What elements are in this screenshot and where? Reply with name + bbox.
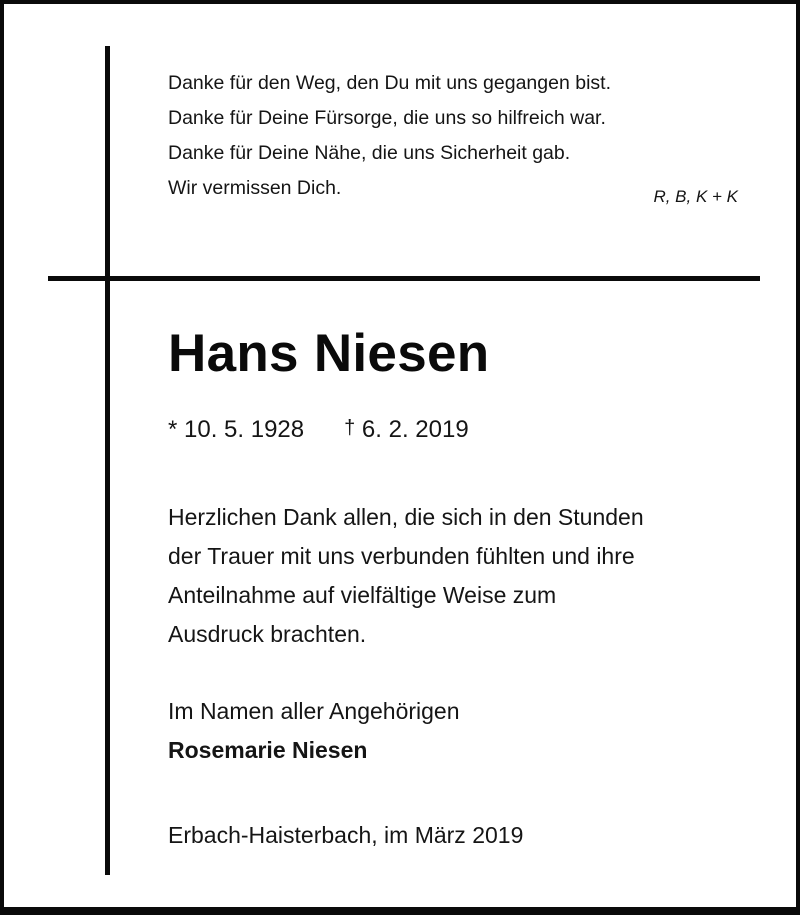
cross-horizontal-beam [48, 276, 760, 281]
birth-date: 10. 5. 1928 [184, 416, 305, 443]
death-cross-icon: † [344, 417, 356, 439]
thanks-line: Ausdruck brachten. [168, 621, 367, 647]
verse-block [168, 66, 611, 206]
cross-vertical-beam [105, 46, 110, 875]
thanks-paragraph [168, 498, 644, 654]
family-block [168, 692, 460, 770]
verse-line: Wir vermissen Dich. [168, 177, 342, 199]
thanks-line: Herzlichen Dank allen, die sich in den Stunden [168, 504, 644, 530]
thanks-line: der Trauer mit uns verbunden fühlten und ihre [168, 543, 635, 569]
deceased-name: Hans Niesen [168, 324, 490, 383]
death-date: 6. 2. 2019 [361, 416, 469, 443]
verse-line: Danke für Deine Nähe, die uns Sicherheit gab. [168, 142, 571, 164]
family-intro: Im Namen aller Angehörigen [168, 698, 460, 724]
verse-line: Danke für Deine Fürsorge, die uns so hilfreich war. [168, 107, 606, 129]
verse-signature: R, B, K + K [653, 187, 738, 206]
thanks-line: Anteilnahme auf vielfältige Weise zum [168, 582, 557, 608]
signatory-name: Rosemarie Niesen [168, 737, 368, 763]
place-and-date: Erbach-Haisterbach, im März 2019 [168, 822, 524, 848]
birth-star-icon: * [168, 416, 178, 443]
verse-line: Danke für den Weg, den Du mit uns gegangen bist. [168, 72, 611, 94]
life-dates [168, 412, 469, 446]
